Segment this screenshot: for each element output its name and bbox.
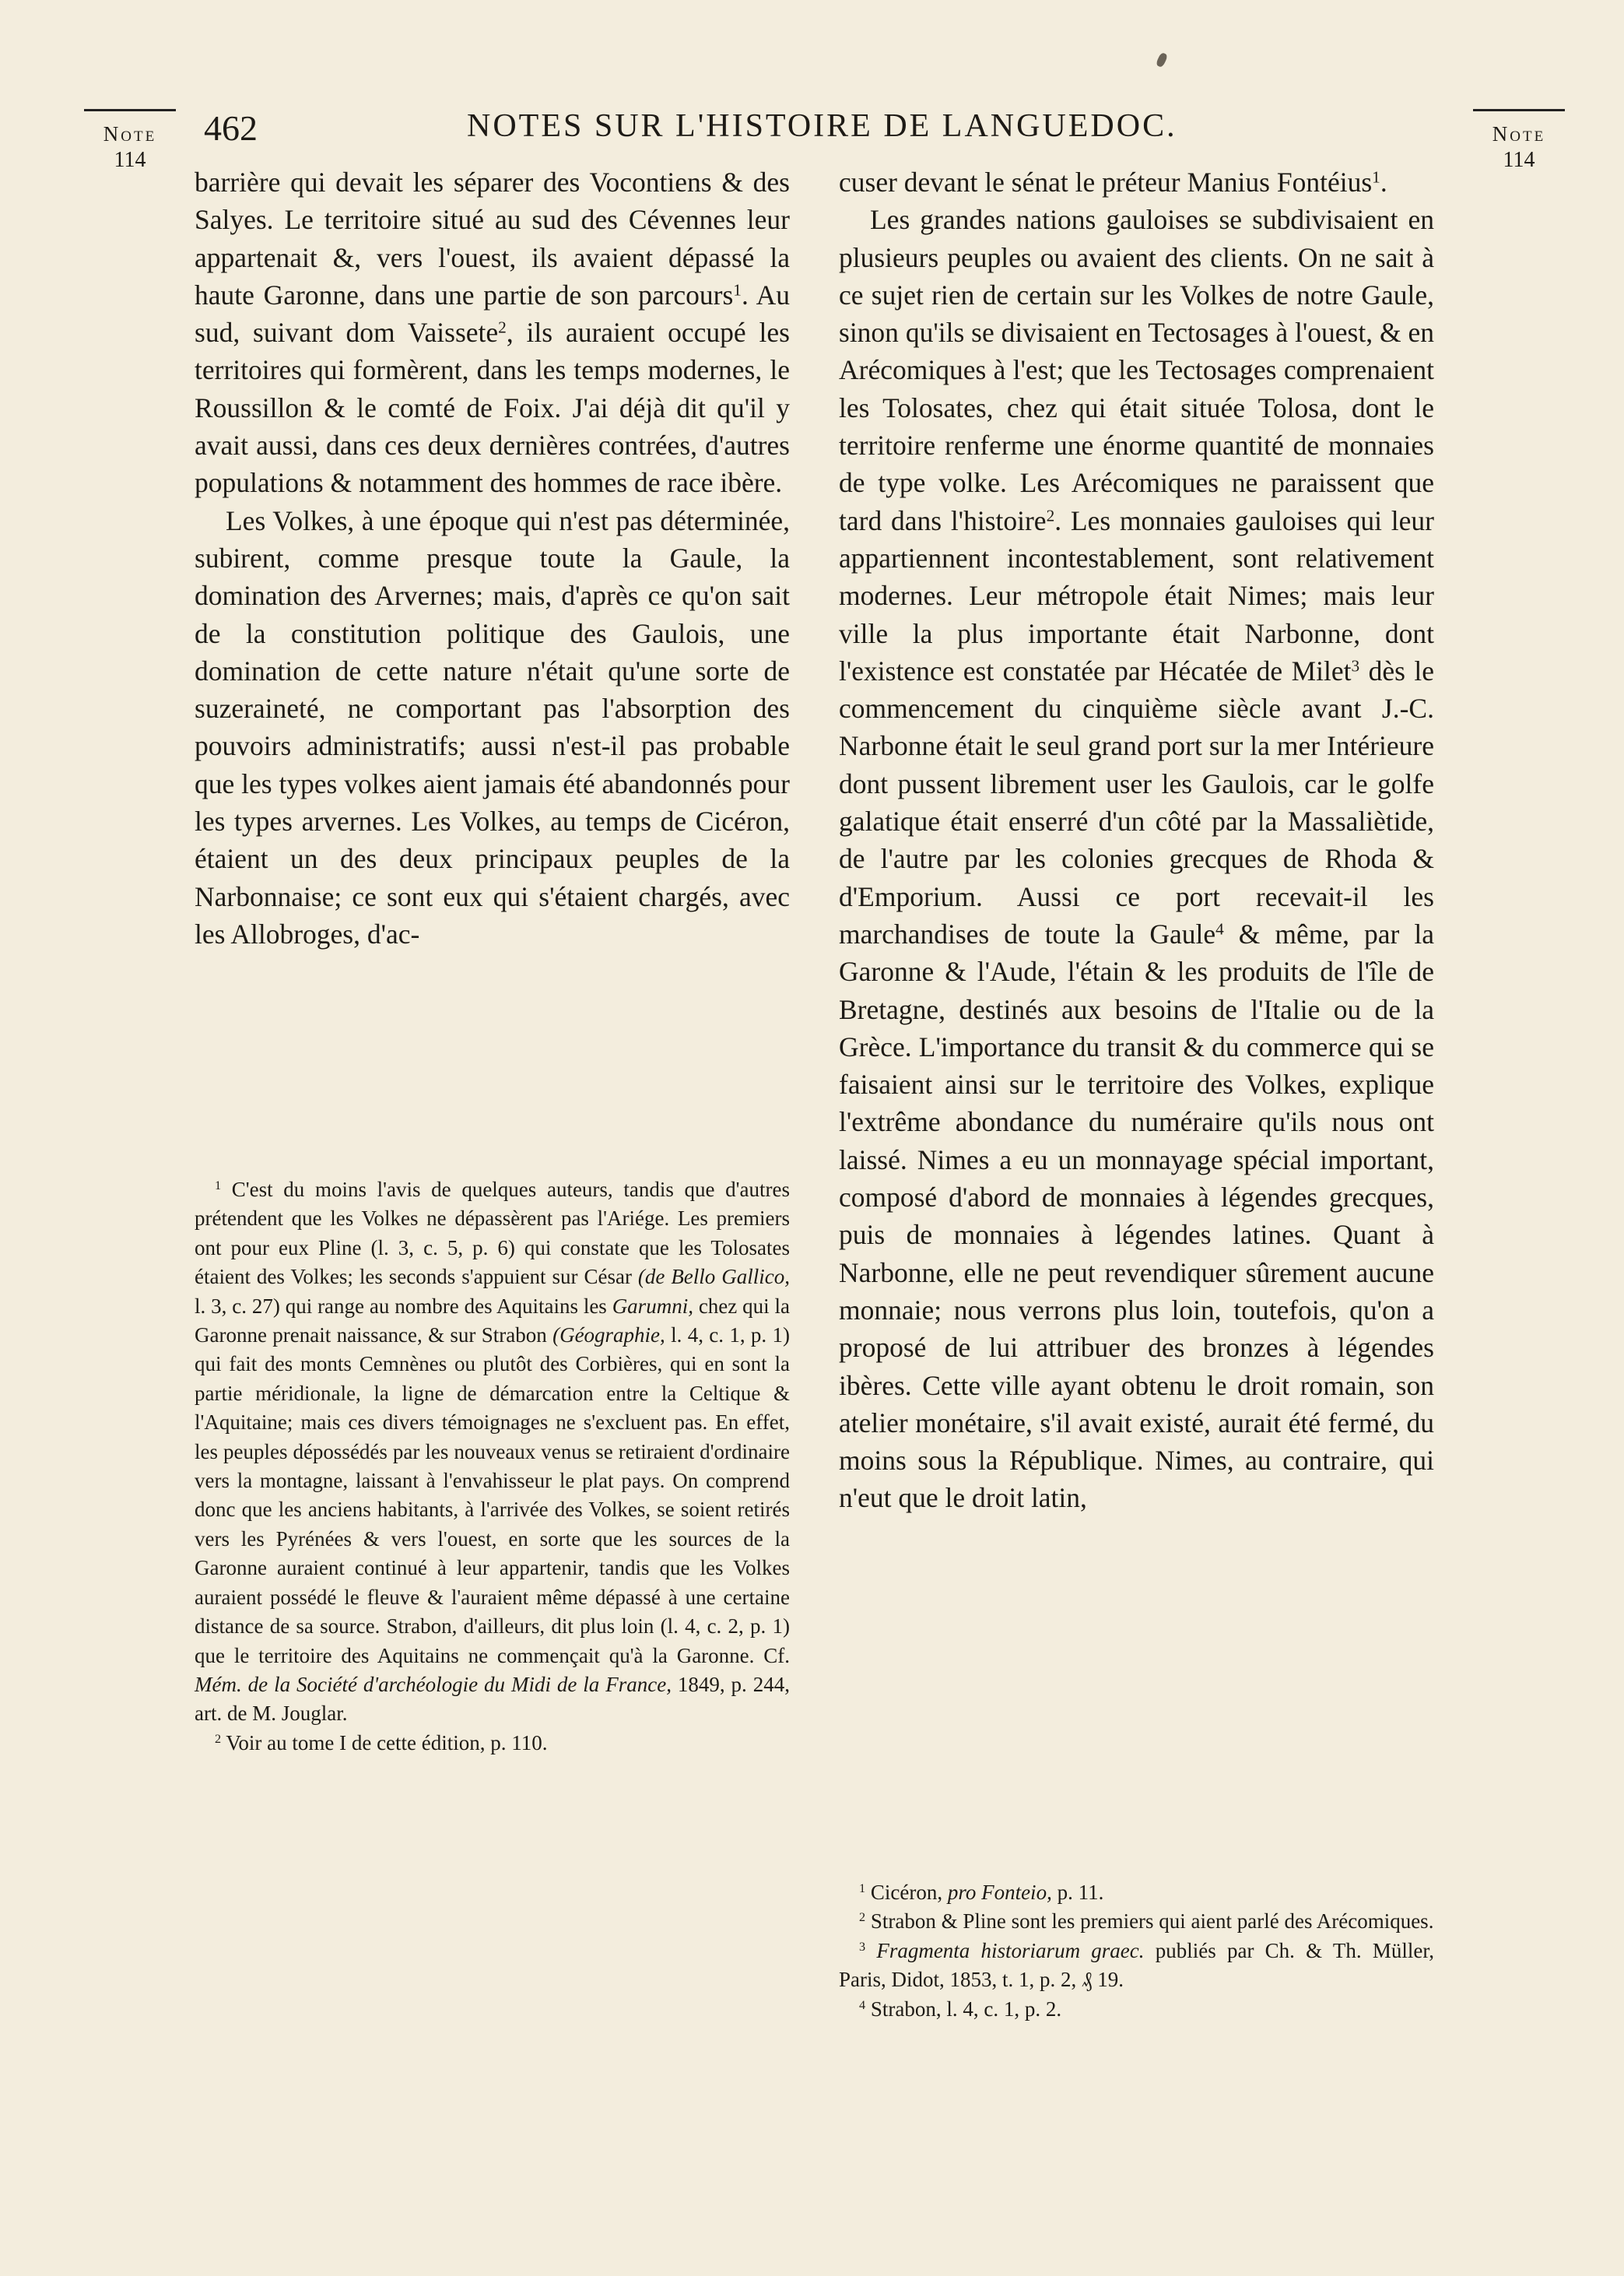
left-footnotes	[195, 1175, 790, 1758]
text-run: 1849, p. 244, art. de M. Jouglar.	[195, 1672, 790, 1726]
text-run: p. 11.	[1051, 1881, 1104, 1904]
text-run: cuser devant le sénat le préteur Manius Fontéius	[839, 167, 1373, 198]
paragraph	[839, 201, 1434, 1516]
footnote-marker: 3	[859, 1939, 866, 1954]
margin-note-number: 114	[1503, 148, 1535, 172]
paragraph	[839, 163, 1434, 201]
margin-note-number: 114	[114, 148, 146, 172]
footnote-marker: 2	[1046, 505, 1055, 525]
margin-rule	[1473, 109, 1565, 111]
margin-rule	[84, 109, 176, 111]
italic-text: Mém. de la Société d'archéologie du Midi de la France,	[195, 1672, 672, 1696]
text-run: . Au sud, suivant dom Vaissete	[195, 279, 790, 349]
margin-note-right	[1473, 109, 1565, 174]
footnote-marker: 3	[1351, 656, 1360, 676]
text-run: dès le commencement du cinquième siècle avant J.-C. Narbonne était le seul grand port sur la mer Intérieure dont pussent librement user les Gaulois, car le golfe galatique était enserré d'un côté par la Massaliètide, de l'autre par les colonies grecques de Rhoda & d'Emporium. Aussi ce port recevait-il les marchandises de toute la Gaule	[839, 655, 1434, 950]
text-run	[865, 1939, 876, 1962]
text-run: Strabon & Pline sont les premiers qui aient parlé des Arécomiques.	[865, 1909, 1434, 1934]
footnote	[195, 1175, 790, 1729]
text-run: , ils auraient occupé les territoires qui formèrent, dans les temps modernes, le Roussillon & le comté de Foix. J'ai déjà dit qu'il y avait aussi, dans ces deux dernières contrées, d'autres populations & notamment des hommes de race ibère.	[195, 317, 790, 499]
footnote	[839, 1907, 1434, 1936]
footnote-marker: 1	[215, 1178, 222, 1193]
margin-note-label: Note	[1492, 122, 1546, 146]
italic-text: Garumni,	[612, 1294, 693, 1318]
text-run: Les Volkes, à une époque qui n'est pas déterminée, subirent, comme presque toute la Gaule, la domination des Arvernes; mais, d'après ce qu'on sait de la constitution politique des Gaulois, une domination de cette nature n'était qu'une sorte de suzeraineté, ne comportant pas l'absorption des pouvoirs administratifs; aussi n'est-il pas probable que les types volkes aient jamais été abandonnés pour les types arvernes. Les Volkes, au temps de Cicéron, étaient un des deux principaux peuples de la Narbonnaise; ce sont eux qui s'étaient chargés, avec les Allobroges, d'ac-	[195, 504, 791, 950]
running-title: NOTES SUR L'HISTOIRE DE LANGUEDOC.	[467, 108, 1177, 144]
footnote-marker: 2	[215, 1731, 222, 1746]
footnote	[839, 1937, 1434, 1995]
footnote-marker: 2	[859, 1910, 866, 1925]
margin-note-label: Note	[103, 122, 157, 146]
footnote	[839, 1995, 1434, 2024]
left-column	[195, 163, 790, 953]
footnote-marker: 2	[498, 318, 507, 337]
footnote-marker: 1	[1372, 167, 1380, 187]
text-run: publiés par Ch. & Th. Müller, Paris, Didot, 1853, t. 1, p. 2, ₰ 19.	[839, 1938, 1435, 1992]
footnote	[839, 1878, 1434, 1907]
text-run: barrière qui devait les séparer des Vocontiens & des Salyes. Le territoire situé au sud des Cévennes leur appartenait &, vers l'ouest, ils avaient dépassé la haute Garonne, dans une partie de son parcours	[195, 167, 790, 311]
margin-note-left	[84, 109, 176, 174]
text-run: chez qui la Garonne prenait naissance, & sur Strabon	[195, 1294, 790, 1347]
text-run: & même, par la Garonne & l'Aude, l'étain & les produits de l'île de Bretagne, destinés aux besoins de l'Italie ou de la Grèce. L'importance du transit & du commerce qui se faisaient ainsi sur le territoire des Volkes, explique l'extrême abondance du numéraire qu'ils nous ont laissé. Nimes a eu un monnayage spécial important, composé d'abord de monnaies à légendes grecques, puis de monnaies à légendes latines. Quant à Narbonne, elle ne peut revendiquer sûrement aucune monnaie; nous verrons plus loin, toutefois, qu'on a proposé de lui attribuer des bronzes à légendes ibères. Cette ville ayant obtenu le droit romain, son atelier monétaire, s'il avait existé, aurait été fermé, du moins sous la République. Nimes, au contraire, qui n'eut que le droit latin,	[839, 918, 1434, 1514]
text-run: C'est du moins l'avis de quelques auteurs, tandis que d'autres prétendent que les Volkes ne dépassèrent pas l'Ariége. Les premiers ont pour eux Pline (l. 3, c. 5, p. 6) qui constate que les Tolosates étaient des Volkes; les seconds s'appuient sur César	[195, 1178, 790, 1289]
text-run: .	[1380, 167, 1387, 198]
paragraph	[195, 163, 790, 502]
footnote-marker: 4	[859, 1997, 866, 2012]
page-number: 462	[204, 108, 258, 148]
text-run: Cicéron,	[865, 1881, 948, 1904]
text-run: . Les monnaies gauloises qui leur appartiennent incontestablement, sont relativement modernes. Leur métropole était Nimes; mais leur ville la plus importante était Narbonne, dont l'existence est constatée par Hécatée de Milet	[839, 504, 1434, 687]
text-run: Strabon, l. 4, c. 1, p. 2.	[865, 1997, 1062, 2021]
ink-mark	[1156, 52, 1169, 68]
right-column	[839, 163, 1434, 1517]
footnote-marker: 4	[1215, 919, 1224, 939]
footnote-marker: 1	[859, 1881, 866, 1896]
italic-text: Fragmenta historiarum graec.	[876, 1938, 1145, 1962]
italic-text: pro Fonteio,	[947, 1881, 1052, 1904]
text-run: l. 4, c. 1, p. 1) qui fait des monts Cemnènes ou plutôt des Corbières, qui en sont la partie méridionale, la ligne de démarcation entre la Celtique & l'Aquitaine; mais ces divers témoignages ne s'excluent pas. En effet, les peuples dépossédés par les nouveaux venus se retiraient d'ordinaire vers la montagne, laissant à l'envahisseur le plat pays. On comprend donc que les anciens habitants, à l'arrivée des Volkes, se soient retirés vers les Pyrénées & vers l'ouest, en sorte que les sources de la Garonne auraient continué à leur appartenir, tandis que les Volkes auraient possédé le fleuve & l'auraient même dépassé à une certaine distance de sa source. Strabon, d'ailleurs, dit plus loin (l. 4, c. 2, p. 1) que le territoire des Aquitains ne commençait qu'à la Garonne. Cf.	[195, 1323, 790, 1667]
italic-text: (Géographie,	[552, 1323, 665, 1347]
footnote	[195, 1729, 790, 1758]
footnote-marker: 1	[733, 280, 742, 300]
paragraph	[195, 502, 790, 954]
text-run: l. 3, c. 27) qui range au nombre des Aquitains les	[195, 1294, 612, 1318]
text-run: Les grandes nations gauloises se subdivisaient en plusieurs peuples ou avaient des clients. On ne sait à ce sujet rien de certain sur les Volkes de notre Gaule, sinon qu'ils se divisaient en Tectosages à l'ouest, & en Arécomiques à l'est; que les Tectosages comprenaient les Tolosates, chez qui était située Tolosa, dont le territoire renferme une énorme quantité de monnaies de type volke. Les Arécomiques ne paraissent que tard dans l'histoire	[839, 204, 1434, 536]
text-run: Voir au tome I de cette édition, p. 110.	[221, 1730, 548, 1754]
right-footnotes	[839, 1878, 1434, 2024]
italic-text: (de Bello Gallico,	[637, 1265, 790, 1289]
